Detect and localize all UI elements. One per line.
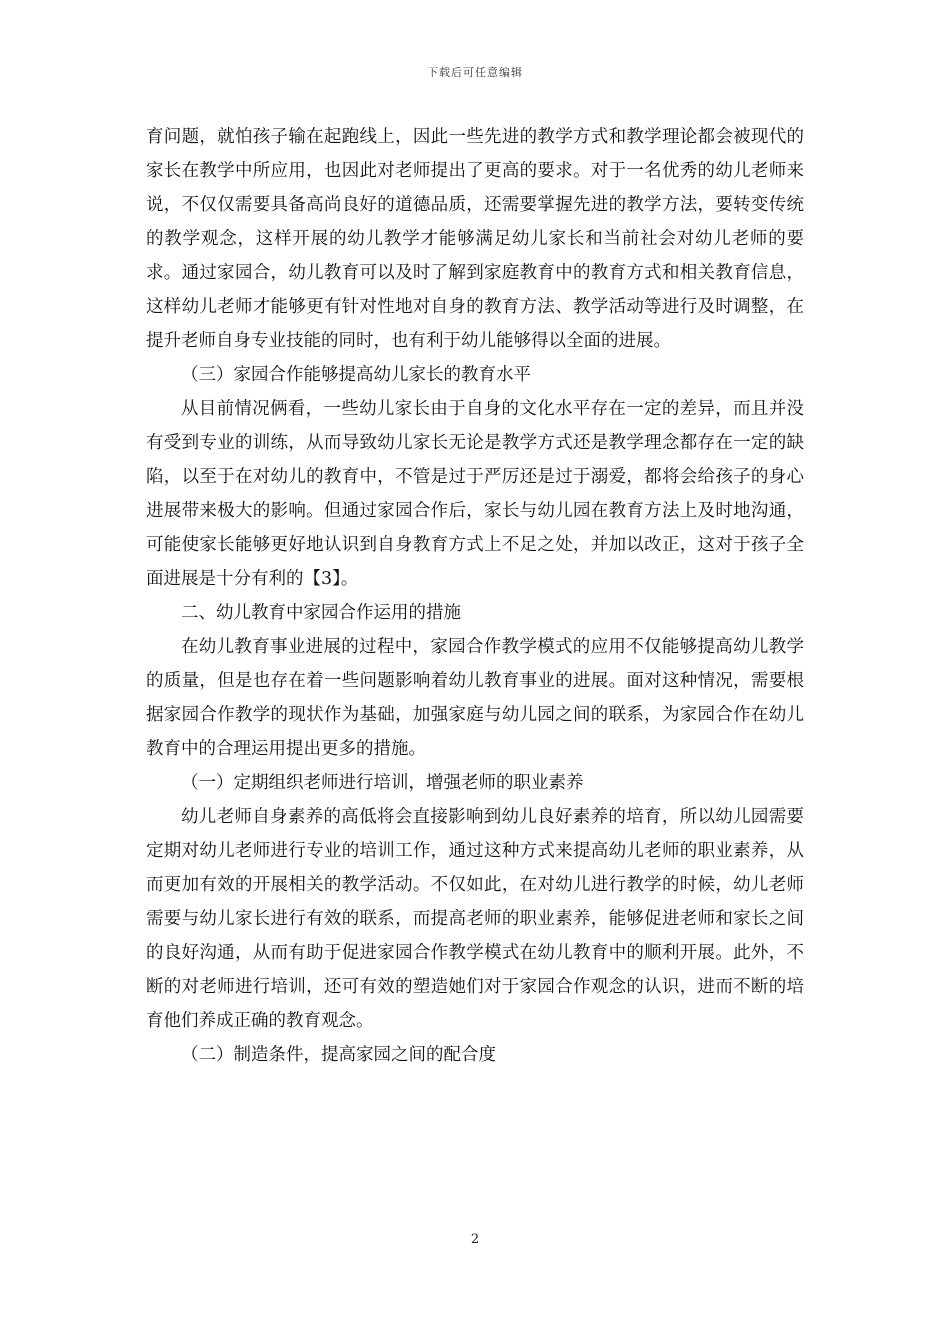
document-body: [146, 120, 804, 1072]
paragraph-teacher-training: 幼儿老师自身素养的高低将会直接影响到幼儿良好素养的培育，所以幼儿园需要定期对幼儿老师进行专业的培训工作，通过这种方式来提高幼儿老师的职业素养，从而更加有效的开展相关的教学活动。不仅如此，在对幼儿进行教学的时候，幼儿老师需要与幼儿家长进行有效的联系，而提高老师的职业素养，能够促进老师和家长之间的良好沟通，从而有助于促进家园合作教学模式在幼儿教育中的顺利开展。此外，不断的对老师进行培训，还可有效的塑造她们对于家园合作观念的认识，进而不断的培育他们养成正确的教育观念。: [146, 807, 804, 1031]
paragraph-continued: 育问题，就怕孩子输在起跑线上，因此一些先进的教学方式和教学理论都会被现代的家长在教学中所应用，也因此对老师提出了更高的要求。对于一名优秀的幼儿老师来说，不仅仅需要具备高尚良好的道德品质，还需要掌握先进的教学方法，要转变传统的教学观念，这样开展的幼儿教学才能够满足幼儿家长和当前社会对幼儿老师的要求。通过家园合，幼儿教育可以及时了解到家庭教育中的教育方式和相关教育信息，这样幼儿老师才能够更有针对性地对自身的教育方法、教学活动等进行及时调整，在提升老师自身专业技能的同时，也有利于幼儿能够得以全面的进展。: [146, 127, 804, 351]
chapter-heading-2: 二、幼儿教育中家园合作运用的措施: [181, 603, 461, 623]
section-heading-3: （三）家园合作能够提高幼儿家长的教育水平: [181, 365, 531, 385]
page-header: 下载后可任意编辑: [427, 66, 523, 79]
paragraph-measures-intro: 在幼儿教育事业进展的过程中，家园合作教学模式的应用不仅能够提高幼儿教学的质量，但是也存在着一些问题影响着幼儿教育事业的进展。面对这种情况，需要根据家园合作教学的现状作为基础，加强家庭与幼儿园之间的联系，为家园合作在幼儿教育中的合理运用提出更多的措施。: [146, 637, 804, 759]
section-heading-1: （一）定期组织老师进行培训，增强老师的职业素养: [181, 773, 584, 793]
paragraph-parent-education: 从目前情况俩看，一些幼儿家长由于自身的文化水平存在一定的差异，而且并没有受到专业的训练，从而导致幼儿家长无论是教学方式还是教学理念都存在一定的缺陷，以至于在对幼儿的教育中，不管是过于严厉还是过于溺爱，都将会给孩子的身心进展带来极大的影响。但通过家园合作后，家长与幼儿园在教育方法上及时地沟通，可能使家长能够更好地认识到自身教育方式上不足之处，并加以改正，这对于孩子全面进展是十分有利的【3】。: [146, 399, 804, 589]
page-number: 2: [470, 1232, 480, 1247]
section-heading-2: （二）制造条件，提高家园之间的配合度: [181, 1045, 496, 1065]
